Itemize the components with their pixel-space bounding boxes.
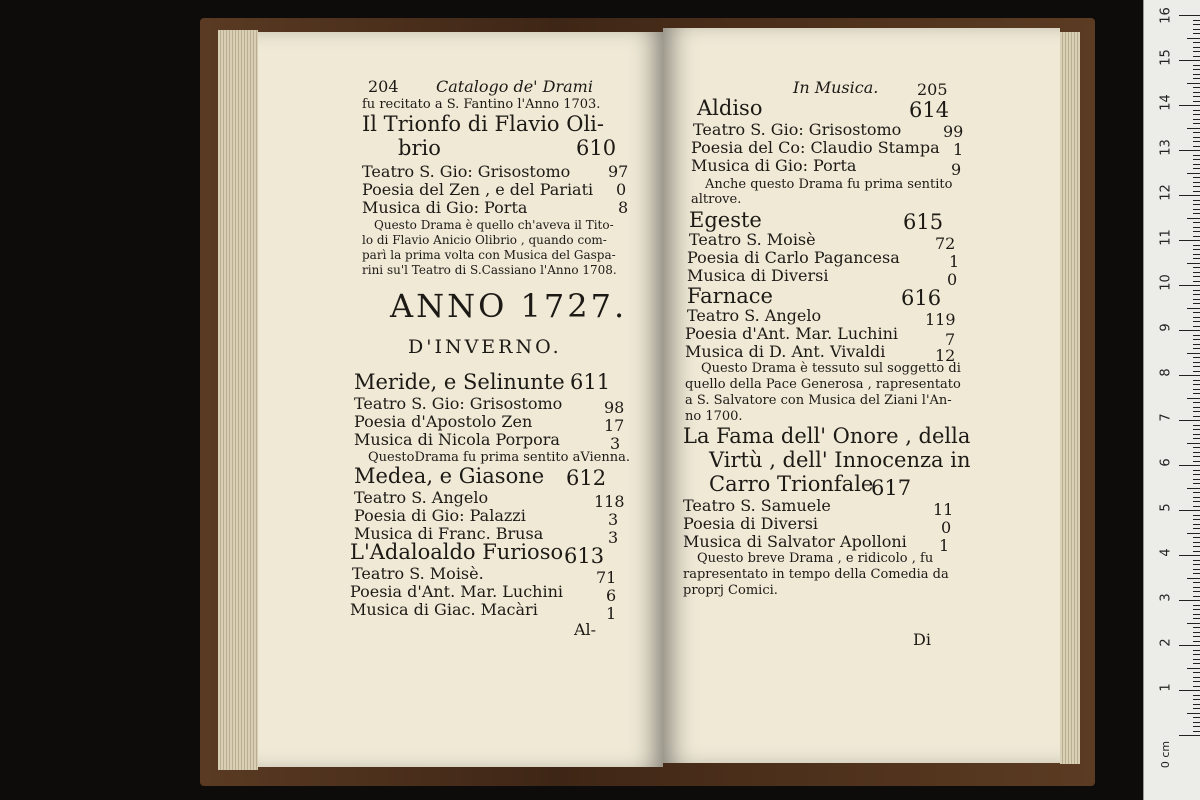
entry-line: Teatro S. Gio: Grisostomo [362,162,571,181]
entry-title: Carro Trionfale [709,472,874,496]
ruler-tick [1187,578,1200,579]
entry-count: 1 [949,252,960,271]
ruler-tick [1193,380,1200,381]
note-line: Anche questo Drama fu prima sentito [705,177,953,192]
entry-line: Poesia del Co: Claudio Stampa [691,138,940,157]
ruler-tick [1193,267,1200,268]
entry-line: Teatro S. Angelo [354,488,489,507]
ruler-tick [1193,506,1200,507]
ruler-tick [1193,461,1200,462]
ruler-tick [1193,569,1200,570]
ruler-tick [1193,78,1200,79]
ruler-tick [1193,231,1200,232]
ruler-tick [1193,344,1200,345]
ruler-tick [1193,654,1200,655]
ruler-tick [1187,713,1200,714]
ruler-tick [1193,69,1200,70]
ruler-tick [1193,596,1200,597]
ruler-tick [1193,456,1200,457]
ruler-tick [1193,254,1200,255]
note-line: Questo Drama è tessuto sul soggetto di [701,361,961,376]
ruler-tick [1179,15,1200,16]
ruler-tick [1193,29,1200,30]
ruler-label: 12 [1158,184,1174,201]
ruler-tick [1193,200,1200,201]
ruler-tick [1187,668,1200,669]
entry-count: 17 [604,416,625,435]
ruler-tick [1193,357,1200,358]
ruler-tick [1193,276,1200,277]
ruler-tick [1193,272,1200,273]
ruler-tick [1193,452,1200,453]
entry-line: Musica di Giac. Macàri [350,600,538,619]
ruler-tick [1179,285,1200,286]
ruler-tick [1193,542,1200,543]
ruler-tick [1193,110,1200,111]
ruler-tick [1193,501,1200,502]
ruler-tick [1193,159,1200,160]
entry-count: 118 [594,492,625,511]
entry-count: 0 [941,518,952,537]
ruler-tick [1187,128,1200,129]
entry-line: Musica di Salvator Apolloni [683,532,907,551]
entry-count: 12 [935,346,956,365]
ruler-tick [1193,303,1200,304]
ruler-tick [1193,335,1200,336]
ruler-tick [1193,650,1200,651]
ruler-tick [1193,24,1200,25]
ruler-tick [1193,546,1200,547]
entry-count: 1 [953,140,964,159]
ruler-tick [1193,42,1200,43]
entry-line: Poesia di Diversi [683,514,819,533]
ruler-tick [1193,245,1200,246]
ruler-tick [1193,123,1200,124]
entry-number: 614 [909,98,950,122]
ruler-tick [1193,137,1200,138]
ruler-tick [1193,222,1200,223]
ruler-tick [1179,510,1200,511]
ruler-tick [1193,573,1200,574]
ruler-tick [1193,114,1200,115]
ruler-tick [1193,591,1200,592]
note-line: no 1700. [685,409,743,424]
entry-line: Musica di D. Ant. Vivaldi [685,342,886,361]
ruler-tick [1193,519,1200,520]
ruler-tick [1193,704,1200,705]
ruler-label: 5 [1158,503,1174,512]
entry-line: Musica di Nicola Porpora [354,430,560,449]
ruler-tick [1193,65,1200,66]
ruler-tick [1193,339,1200,340]
ruler-tick [1179,735,1200,736]
ruler-label: 10 [1158,274,1174,291]
note-line: rini su'l Teatro di S.Cassiano l'Anno 1708. [362,263,617,277]
ruler-tick [1179,600,1200,601]
ruler-tick [1193,186,1200,187]
entry-title: Meride, e Selinunte [354,370,565,394]
entry-count: 9 [951,160,962,179]
running-head: In Musica. [793,78,879,97]
ruler-tick [1193,618,1200,619]
ruler-label: 9 [1158,323,1174,332]
ruler-tick [1193,717,1200,718]
ruler-tick [1193,164,1200,165]
entry-title: brio [398,136,441,160]
ruler-tick [1193,249,1200,250]
ruler-tick [1179,330,1200,331]
ruler-tick [1193,101,1200,102]
note-line: lo di Flavio Anicio Olibrio , quando com- [362,233,607,247]
page-number: 204 [368,77,399,96]
ruler-tick [1179,195,1200,196]
ruler-tick [1193,686,1200,687]
ruler-tick [1193,497,1200,498]
ruler-tick [1193,321,1200,322]
ruler-tick [1193,429,1200,430]
ruler-tick [1193,155,1200,156]
entry-count: 0 [616,180,627,199]
entry-line: Poesia di Carlo Pagancesa [687,248,900,267]
ruler-tick [1187,218,1200,219]
ruler-tick [1193,119,1200,120]
ruler-tick [1193,294,1200,295]
entry-count: 11 [933,500,954,519]
entry-number: 610 [576,136,617,160]
entry-count: 99 [943,122,964,141]
entry-line: Poesia d'Ant. Mar. Luchini [685,324,898,343]
note-line: a S. Salvatore con Musica del Ziani l'An- [685,393,952,408]
catchword: Al- [574,620,597,639]
ruler-tick [1193,56,1200,57]
ruler-tick [1179,645,1200,646]
ruler-tick [1179,240,1200,241]
catchword: Di [913,630,931,649]
entry-line: Musica di Franc. Brusa [354,524,544,543]
entry-count: 72 [935,234,956,253]
entry-count: 6 [606,586,617,605]
entry-title: Medea, e Giasone [354,464,545,488]
ruler-label: 1 [1158,683,1174,692]
entry-count: 0 [947,270,958,289]
ruler-tick [1193,326,1200,327]
ruler-tick [1179,690,1200,691]
ruler-tick [1193,609,1200,610]
ruler-tick [1193,515,1200,516]
entry-count: 3 [608,528,619,547]
ruler-tick [1193,51,1200,52]
entry-title: Farnace [687,284,773,308]
ruler-label: 14 [1158,94,1174,111]
page-number: 205 [917,80,948,99]
ruler-tick [1193,722,1200,723]
ruler-tick [1187,353,1200,354]
ruler-tick [1193,582,1200,583]
ruler-tick [1193,312,1200,313]
ruler-tick [1193,470,1200,471]
ruler-label: 15 [1158,49,1174,66]
ruler-label: 4 [1158,548,1174,557]
entry-title: Il Trionfo di Flavio Oli- [362,112,604,136]
ruler-tick [1193,677,1200,678]
ruler-tick [1193,299,1200,300]
entry-line: Teatro S. Angelo [687,306,822,325]
ruler-tick [1193,87,1200,88]
ruler-tick [1193,168,1200,169]
ruler-tick [1193,132,1200,133]
entry-number: 613 [564,544,605,568]
running-head: Catalogo de' Drami [436,77,593,96]
entry-title: Egeste [689,208,762,232]
ruler-tick [1193,393,1200,394]
note-line: Questo Drama è quello ch'aveva il Tito- [374,218,614,232]
entry-title: L'Adaloaldo Furioso [350,540,564,564]
entry-line: Teatro S. Gio: Grisostomo [354,394,563,413]
entry-count: 3 [610,434,621,453]
entry-count: 97 [608,162,629,181]
ruler-label: 16 [1158,7,1174,24]
ruler-tick [1193,672,1200,673]
ruler-tick [1179,420,1200,421]
measuring-ruler [1143,0,1200,800]
ruler-tick [1193,411,1200,412]
ruler-tick [1193,560,1200,561]
ruler-tick [1179,375,1200,376]
ruler-tick [1193,209,1200,210]
ruler-tick [1193,663,1200,664]
entry-count: 7 [945,330,956,349]
ruler-tick [1187,83,1200,84]
ruler-tick [1179,60,1200,61]
ruler-label: 2 [1158,638,1174,647]
right-page [663,28,1060,763]
ruler-tick [1193,384,1200,385]
ruler-tick [1193,96,1200,97]
entry-line: Poesia d'Ant. Mar. Luchini [350,582,563,601]
ruler-tick [1193,146,1200,147]
entry-number: 615 [903,210,944,234]
ruler-tick [1193,92,1200,93]
ruler-tick [1187,533,1200,534]
ruler-tick [1193,348,1200,349]
ruler-tick [1193,641,1200,642]
ruler-tick [1179,105,1200,106]
ruler-tick [1193,627,1200,628]
ruler-tick [1193,204,1200,205]
year-heading: ANNO 1727. [390,287,628,325]
entry-count: 119 [925,310,956,329]
entry-number: 611 [570,370,611,394]
entry-line: Teatro S. Gio: Grisostomo [693,120,902,139]
ruler-tick [1193,695,1200,696]
text-line: fu recitato a S. Fantino l'Anno 1703. [362,97,601,112]
ruler-tick [1193,402,1200,403]
ruler-tick [1193,258,1200,259]
ruler-unit-label: 0 cm [1159,740,1173,769]
ruler-tick [1179,150,1200,151]
ruler-label: 3 [1158,593,1174,602]
ruler-tick [1193,407,1200,408]
ruler-tick [1187,263,1200,264]
ruler-tick [1193,483,1200,484]
ruler-tick [1193,213,1200,214]
ruler-tick [1193,227,1200,228]
ruler-label: 6 [1158,458,1174,467]
entry-count: 98 [604,398,625,417]
ruler-tick [1193,492,1200,493]
entry-number: 617 [871,476,912,500]
ruler-tick [1193,731,1200,732]
entry-title: Virtù , dell' Innocenza in [709,448,971,472]
ruler-tick [1193,438,1200,439]
entry-number: 612 [566,466,607,490]
ruler-tick [1193,281,1200,282]
ruler-tick [1193,605,1200,606]
ruler-tick [1193,182,1200,183]
ruler-tick [1193,659,1200,660]
ruler-tick [1193,587,1200,588]
ruler-tick [1193,479,1200,480]
ruler-tick [1193,317,1200,318]
left-page-edges [218,30,258,770]
note-line: proprj Comici. [683,583,778,598]
ruler-tick [1193,177,1200,178]
ruler-tick [1187,38,1200,39]
ruler-tick [1193,236,1200,237]
ruler-tick [1193,708,1200,709]
ruler-tick [1193,74,1200,75]
entry-number: 616 [901,286,942,310]
right-page-edges [1060,32,1080,764]
ruler-tick [1193,551,1200,552]
ruler-tick [1193,537,1200,538]
note-line: parì la prima volta con Musica del Gaspa- [362,248,616,262]
note-line: QuestoDrama fu prima sentito aVienna. [368,450,630,465]
ruler-tick [1193,33,1200,34]
entry-count: 1 [606,604,617,623]
ruler-tick [1193,290,1200,291]
entry-line: Musica di Gio: Porta [691,156,857,175]
ruler-label: 8 [1158,368,1174,377]
ruler-tick [1187,443,1200,444]
ruler-tick [1187,308,1200,309]
entry-title: Aldiso [697,96,763,120]
ruler-tick [1193,389,1200,390]
entry-count: 71 [596,568,617,587]
entry-count: 8 [618,198,629,217]
entry-line: Poesia del Zen , e del Pariati [362,180,594,199]
ruler-tick [1193,564,1200,565]
entry-title: La Fama dell' Onore , della [683,424,971,448]
season-heading: D'INVERNO. [408,336,562,358]
entry-line: Poesia d'Apostolo Zen [354,412,533,431]
ruler-tick [1187,398,1200,399]
ruler-tick [1193,141,1200,142]
ruler-tick [1179,465,1200,466]
entry-line: Poesia di Gio: Palazzi [354,506,526,525]
ruler-label: 7 [1158,413,1174,422]
ruler-tick [1193,362,1200,363]
ruler-tick [1193,528,1200,529]
ruler-tick [1187,623,1200,624]
ruler-tick [1193,366,1200,367]
entry-line: Teatro S. Samuele [683,496,831,515]
ruler-tick [1193,191,1200,192]
entry-count: 3 [608,510,619,529]
ruler-tick [1193,434,1200,435]
ruler-tick [1179,555,1200,556]
ruler-tick [1193,681,1200,682]
entry-line: Musica di Gio: Porta [362,198,528,217]
entry-count: 1 [939,536,950,555]
note-line: Questo breve Drama , e ridicolo , fu [697,551,934,566]
ruler-tick [1193,699,1200,700]
ruler-tick [1193,474,1200,475]
ruler-tick [1193,636,1200,637]
ruler-tick [1193,416,1200,417]
ruler-tick [1193,425,1200,426]
entry-line: Teatro S. Moisè. [352,564,484,583]
ruler-tick [1193,524,1200,525]
ruler-label: 13 [1158,139,1174,156]
ruler-tick [1193,447,1200,448]
entry-line: Musica di Diversi [687,266,829,285]
ruler-tick [1193,47,1200,48]
ruler-tick [1193,20,1200,21]
ruler-label: 11 [1158,229,1174,246]
note-line: quello della Pace Generosa , rapresentato [685,377,961,392]
ruler-tick [1193,614,1200,615]
entry-line: Teatro S. Moisè [689,230,816,249]
note-line: rapresentato in tempo della Comedia da [683,567,949,582]
ruler-tick [1193,632,1200,633]
note-line: altrove. [691,192,742,207]
ruler-tick [1187,173,1200,174]
ruler-tick [1193,726,1200,727]
ruler-tick [1187,488,1200,489]
ruler-tick [1193,371,1200,372]
left-page [258,32,663,767]
